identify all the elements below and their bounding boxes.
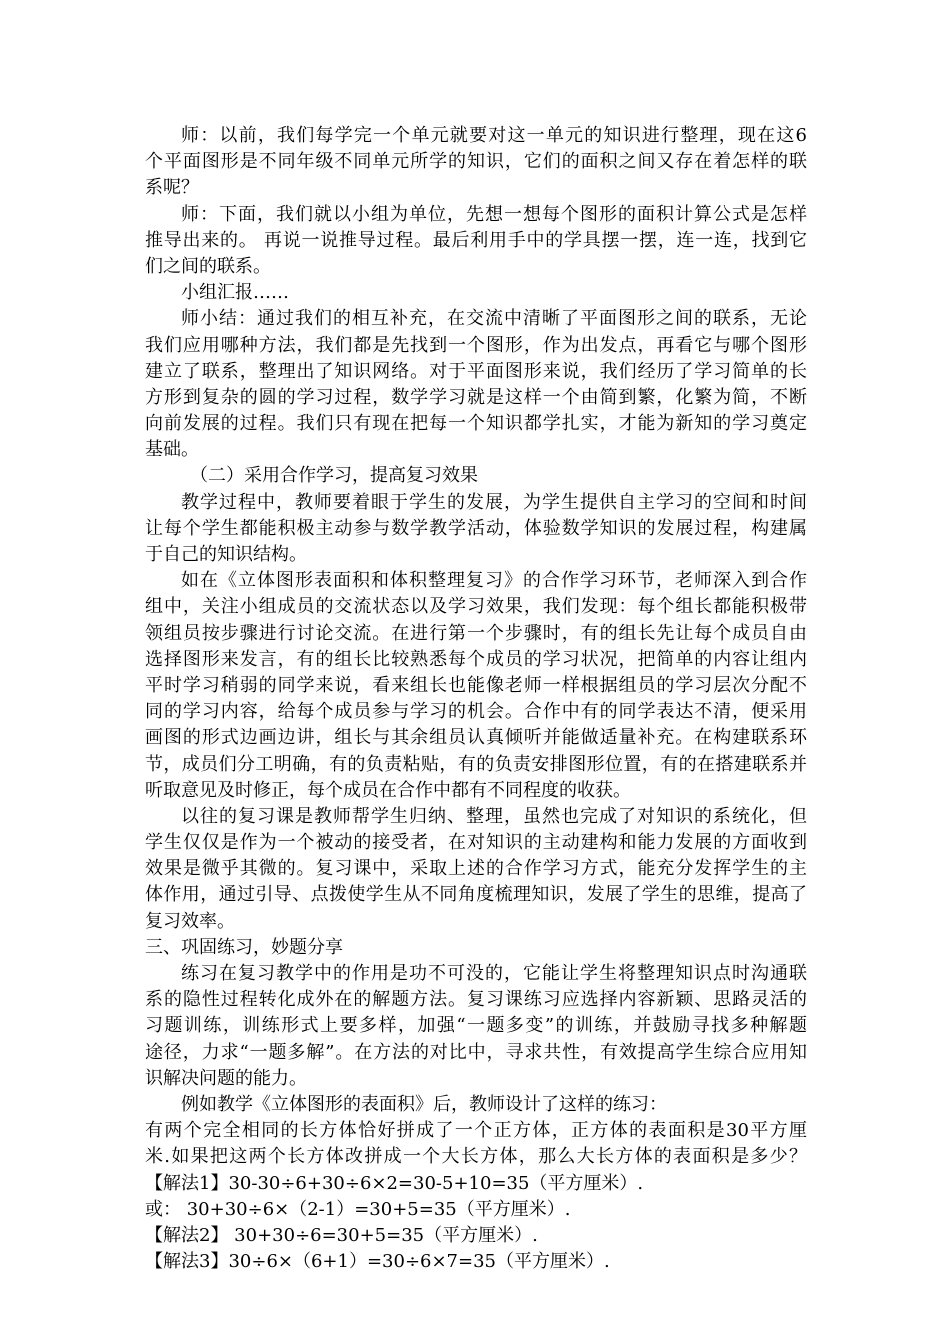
text-line: 系呢？	[145, 177, 199, 199]
text-line: 方形到复杂的圆的学习过程，数学学习就是这样一个由简到繁，化繁为简，不断	[145, 386, 807, 408]
text-line: 节，成员们分工明确，有的负责粘贴，有的负责安排图形位置，有的在搭建联系并	[145, 753, 807, 775]
text-line: 基础。	[145, 439, 199, 461]
document-body	[145, 123, 807, 1275]
text-line: 三、巩固练习，妙题分享	[145, 936, 343, 958]
text-line: 教学过程中，教师要着眼于学生的发展，为学生提供自主学习的空间和时间	[181, 491, 807, 513]
text-line: 选择图形来发言，有的组长比较熟悉每个成员的学习状况，把简单的内容让组内	[145, 648, 807, 670]
text-line: 同的学习内容，给每个成员参与学习的机会。合作中有的同学表达不清，便采用	[145, 701, 807, 723]
text-line: 推导出来的。 再说一说推导过程。最后利用手中的学具摆一摆，连一连，找到它	[145, 229, 807, 251]
text-line: 于自己的知识结构。	[145, 544, 307, 565]
text-line: 平时学习稍弱的同学来说，看来组长也能像老师一样根据组员的学习层次分配不	[145, 674, 807, 696]
text-line: 以往的复习课是教师帮学生归纳、整理，虽然也完成了对知识的系统化，但	[181, 805, 807, 827]
text-line: 如在《立体图形表面积和体积整理复习》的合作学习环节，老师深入到合作	[181, 570, 807, 592]
text-line: 米.如果把这两个长方体改拼成一个大长方体，那么大长方体的表面积是多少？	[145, 1146, 807, 1168]
text-line: 效果是微乎其微的。复习课中，采取上述的合作学习方式，能充分发挥学生的主	[145, 858, 807, 880]
text-line: 【解法1】30-30÷6+30÷6×2=30-5+10=35（平方厘米）.	[145, 1172, 644, 1194]
text-line: 小组汇报……	[181, 282, 289, 304]
text-line: 们之间的联系。	[145, 255, 271, 277]
text-line: 识解决问题的能力。	[145, 1067, 307, 1089]
text-line: 练习在复习教学中的作用是功不可没的，它能让学生将整理知识点时沟通联	[181, 963, 807, 984]
text-line: 领组员按步骤进行讨论交流。在进行第一个步骤时，有的组长先让每个成员自由	[145, 622, 807, 644]
text-line: 【解法3】30÷6×（6+1）=30÷6×7=35（平方厘米）.	[145, 1251, 610, 1273]
text-line: 听取意见及时修正，每个成员在合作中都有不同程度的收获。	[145, 779, 631, 801]
text-line: 途径，力求“一题多解”。在方法的对比中，寻求共性，有效提高学生综合应用知	[145, 1041, 807, 1063]
text-line: 建立了联系，整理出了知识网络。对于平面图形来说，我们经历了学习简单的长	[145, 360, 807, 382]
text-line: 向前发展的过程。我们只有现在把每一个知识都学扎实，才能为新知的学习奠定	[145, 413, 807, 435]
text-line: 画图的形式边画边讲，组长与其余组员认真倾听并能做适量补充。在构建联系环	[145, 727, 807, 749]
text-line: 学生仅仅是作为一个被动的接受者，在对知识的主动建构和能力发展的方面收到	[145, 832, 807, 854]
text-line: 复习效率。	[145, 910, 235, 932]
text-line: 或： 30+30÷6×（2-1）=30+5=35（平方厘米）.	[145, 1198, 571, 1220]
text-line: 师小结：通过我们的相互补充，在交流中清晰了平面图形之间的联系，无论	[181, 308, 807, 330]
text-line: 让每个学生都能积极主动参与数学教学活动，体验数学知识的发展过程，构建属	[145, 517, 807, 539]
text-line: （二）采用合作学习，提高复习效果	[190, 465, 478, 487]
text-line: 系的隐性过程转化成外在的解题方法。复习课练习应选择内容新颖、思路灵活的	[145, 989, 807, 1011]
text-line: 个平面图形是不同年级不同单元所学的知识，它们的面积之间又存在着怎样的联	[145, 151, 807, 173]
text-line: 组中，关注小组成员的交流状态以及学习效果，我们发现：每个组长都能积极带	[145, 596, 807, 618]
text-line: 例如教学《立体图形的表面积》后，教师设计了这样的练习：	[181, 1093, 667, 1115]
text-line: 有两个完全相同的长方体恰好拼成了一个正方体，正方体的表面积是30平方厘	[145, 1120, 807, 1142]
text-line: 体作用，通过引导、点拨使学生从不同角度梳理知识，发展了学生的思维，提高了	[145, 884, 807, 906]
text-line: 师：下面，我们就以小组为单位，先想一想每个图形的面积计算公式是怎样	[181, 203, 807, 225]
text-line: 师：以前，我们每学完一个单元就要对这一单元的知识进行整理，现在这6	[181, 125, 807, 146]
text-line: 我们应用哪种方法，我们都是先找到一个图形，作为出发点，再看它与哪个图形	[145, 334, 807, 356]
text-line: 习题训练，训练形式上要多样，加强“一题多变”的训练，并鼓励寻找多种解题	[145, 1015, 807, 1037]
text-line: 【解法2】 30+30÷6=30+5=35（平方厘米）.	[145, 1224, 538, 1246]
